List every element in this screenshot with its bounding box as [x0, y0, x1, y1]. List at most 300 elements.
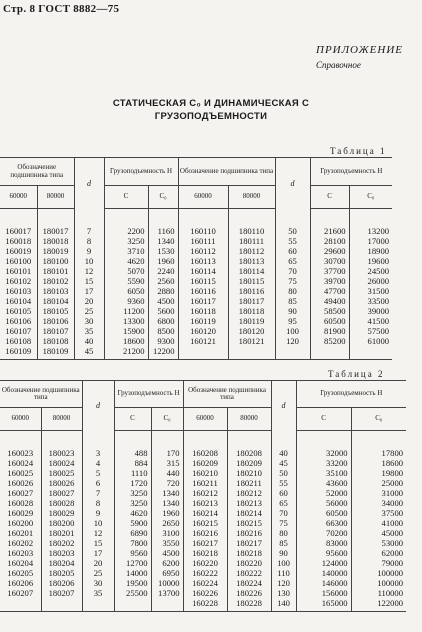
right-c60-cell: 160113 [178, 256, 228, 266]
left-C-cell: 9360 [104, 296, 148, 306]
padding-cell [227, 608, 271, 612]
left-C0-cell [151, 598, 183, 608]
right-c60-cell: 160224 [183, 578, 227, 588]
right-d-cell: 90 [271, 548, 296, 558]
table-row [0, 286, 392, 296]
right-C-cell: 156000 [296, 588, 351, 598]
left-c80-cell: 180019 [37, 246, 74, 256]
right-c80-cell: 180119 [228, 316, 275, 326]
spacer-cell [296, 431, 351, 449]
right-C0-cell: 37500 [351, 508, 406, 518]
left-c80-cell: 180104 [37, 296, 74, 306]
right-c80-cell: 180121 [228, 336, 275, 346]
left-c60-cell: 160105 [5, 306, 32, 316]
right-d-cell: 75 [271, 518, 296, 528]
left-C-cell: 6890 [114, 528, 151, 538]
right-C0-cell: 100000 [351, 568, 406, 578]
right-C-cell: 47700 [310, 286, 349, 296]
left-c80-cell: 180025 [41, 468, 82, 478]
padding-cell [151, 608, 183, 612]
right-C0-cell: 17800 [351, 448, 406, 458]
right-c60-cell: 160209 [183, 458, 227, 468]
right-c80-cell: 180117 [228, 296, 275, 306]
t1-h-60000-right: 60000 [178, 186, 228, 209]
right-C-cell: 49400 [310, 296, 349, 306]
table-row [0, 346, 392, 356]
left-d-cell: 12 [82, 528, 114, 538]
title-line-2: ГРУЗОПОДЪЕМНОСТИ [154, 111, 268, 122]
left-d-cell: 15 [82, 538, 114, 548]
right-d-cell: 85 [275, 296, 310, 306]
right-c60-cell: 160210 [183, 468, 227, 478]
left-c80-cell: 180024 [41, 458, 82, 468]
right-c60-cell: 160118 [178, 306, 228, 316]
left-d-cell: 8 [82, 498, 114, 508]
right-c80-cell: 180226 [227, 588, 271, 598]
right-C-cell: 124000 [296, 558, 351, 568]
right-c60-cell: 160216 [183, 528, 227, 538]
right-d-cell: 120 [275, 336, 310, 346]
t1-h-load-left: Грузоподъемность Н [104, 158, 178, 186]
right-C0-cell: 41000 [351, 518, 406, 528]
table-row [0, 548, 406, 558]
t2-h-C0-left: C₀ [151, 408, 183, 431]
left-C-cell: 3250 [114, 488, 151, 498]
padding-cell [104, 356, 148, 360]
left-d-cell: 45 [74, 346, 104, 356]
spacer-cell [148, 209, 178, 227]
title-line-1: СТАТИЧЕСКАЯ C₀ И ДИНАМИЧЕСКАЯ С [112, 98, 310, 109]
spacer-cell [178, 209, 228, 227]
right-c80-cell: 180213 [227, 498, 271, 508]
spacer-cell [74, 209, 104, 227]
right-c60-cell: 160120 [178, 326, 228, 336]
left-c60-cell: 160106 [5, 316, 32, 326]
right-d-cell: 75 [275, 276, 310, 286]
right-C0-cell: 110000 [351, 588, 406, 598]
t2-h-load-right: Грузоподъемность Н [296, 381, 406, 408]
right-c60-cell: 160213 [183, 498, 227, 508]
left-C0-cell: 5600 [148, 306, 178, 316]
padding-cell [114, 608, 151, 612]
right-d-cell: 80 [275, 286, 310, 296]
right-c80-cell: 180222 [227, 568, 271, 578]
right-d-cell: 100 [275, 326, 310, 336]
spacer-cell [0, 431, 41, 449]
right-C-cell: 52000 [296, 488, 351, 498]
left-C0-cell: 1530 [148, 246, 178, 256]
right-C0-cell: 19600 [349, 256, 392, 266]
right-C0-cell: 100000 [351, 578, 406, 588]
right-d-cell: 65 [271, 498, 296, 508]
t1-h-d-right: d [275, 158, 310, 209]
left-c80-cell: 180203 [41, 548, 82, 558]
left-C-cell [114, 598, 151, 608]
left-C0-cell: 12200 [148, 346, 178, 356]
table-row [0, 518, 406, 528]
right-c80-cell: 180220 [227, 558, 271, 568]
padding-cell [271, 608, 296, 612]
right-C0-cell: 19800 [351, 468, 406, 478]
table-row [0, 588, 406, 598]
right-c80-cell: 180209 [227, 458, 271, 468]
right-c60-cell: 160214 [183, 508, 227, 518]
right-C-cell: 56000 [296, 498, 351, 508]
left-c60-cell: 160029 [7, 508, 34, 518]
left-C0-cell: 1960 [151, 508, 183, 518]
t2-h-80000-left: 80000 [41, 408, 82, 431]
t2-h-C-left: С [114, 408, 151, 431]
table-row [0, 478, 406, 488]
left-c80-cell: 180108 [37, 336, 74, 346]
left-c80-cell: 180207 [41, 588, 82, 598]
right-c80-cell: 180113 [228, 256, 275, 266]
left-c60-cell: 160023 [7, 448, 34, 458]
left-C-cell: 11200 [104, 306, 148, 316]
padding-cell [82, 608, 114, 612]
left-c80-cell: 180205 [41, 568, 82, 578]
left-C-cell: 19500 [114, 578, 151, 588]
left-C0-cell: 4500 [151, 548, 183, 558]
left-d-cell: 20 [74, 296, 104, 306]
right-d-cell: 100 [271, 558, 296, 568]
right-C0-cell: 34000 [351, 498, 406, 508]
table-row [0, 306, 392, 316]
table-row [0, 326, 392, 336]
padding-cell [183, 608, 227, 612]
right-C-cell: 37700 [310, 266, 349, 276]
right-C0-cell: 61000 [349, 336, 392, 346]
right-c60-cell: 160215 [183, 518, 227, 528]
left-c60-cell: 160104 [5, 296, 32, 306]
left-C-cell: 14000 [114, 568, 151, 578]
right-C0-cell: 31500 [349, 286, 392, 296]
right-c60-cell: 160217 [183, 538, 227, 548]
left-d-cell: 12 [74, 266, 104, 276]
right-C-cell: 30700 [310, 256, 349, 266]
left-c80-cell: 180018 [37, 236, 74, 246]
t1-h-load-right: Грузоподъемность Н [310, 158, 392, 186]
right-c60-cell: 160116 [178, 286, 228, 296]
right-c60-cell: 160110 [178, 226, 228, 236]
right-d-cell: 65 [275, 256, 310, 266]
right-C0-cell: 45000 [351, 528, 406, 538]
left-C0-cell: 8500 [148, 326, 178, 336]
left-c60-cell: 160026 [7, 478, 34, 488]
left-C-cell: 3250 [104, 236, 148, 246]
left-d-cell: 9 [82, 508, 114, 518]
right-C-cell: 29600 [310, 246, 349, 256]
t1-h-60000-left: 60000 [0, 186, 37, 209]
left-C0-cell: 6200 [151, 558, 183, 568]
table1-caption: Таблица 1 [330, 146, 387, 156]
left-c60-cell: 160024 [7, 458, 34, 468]
left-c60-cell: 160203 [7, 548, 34, 558]
right-C-cell: 83000 [296, 538, 351, 548]
left-c60-cell: 160018 [5, 236, 32, 246]
t2-h-60000-left: 60000 [0, 408, 41, 431]
right-c80-cell: 180224 [227, 578, 271, 588]
left-C0-cell: 720 [151, 478, 183, 488]
table-row [0, 458, 406, 468]
right-C-cell: 39700 [310, 276, 349, 286]
right-d-cell: 90 [275, 306, 310, 316]
left-C-cell: 4620 [104, 256, 148, 266]
left-C0-cell: 315 [151, 458, 183, 468]
left-d-cell: 5 [82, 468, 114, 478]
right-C-cell: 70200 [296, 528, 351, 538]
left-c60-cell: 160027 [7, 488, 34, 498]
left-C0-cell: 6800 [148, 316, 178, 326]
left-C-cell: 12700 [114, 558, 151, 568]
left-c60-cell: 160204 [7, 558, 34, 568]
left-c60-cell: 160200 [7, 518, 34, 528]
right-C-cell: 58500 [310, 306, 349, 316]
left-d-cell [82, 598, 114, 608]
right-c80-cell: 180212 [227, 488, 271, 498]
table-row [0, 498, 406, 508]
right-d-cell: 55 [271, 478, 296, 488]
left-d-cell: 35 [74, 326, 104, 336]
left-C0-cell: 170 [151, 448, 183, 458]
right-C0-cell: 57500 [349, 326, 392, 336]
left-c80-cell: 180206 [41, 578, 82, 588]
right-C0-cell: 39000 [349, 306, 392, 316]
right-C-cell: 146000 [296, 578, 351, 588]
left-c60-cell: 160108 [5, 336, 32, 346]
spacer-cell [0, 209, 37, 227]
right-c80-cell: 180217 [227, 538, 271, 548]
left-c60-cell: 160109 [5, 346, 32, 356]
right-c60-cell: 160115 [178, 276, 228, 286]
t2-h-designation-left: Обозначение подшипника типа [1, 385, 80, 401]
right-d-cell: 60 [275, 246, 310, 256]
left-C0-cell: 13700 [151, 588, 183, 598]
left-C-cell: 3710 [104, 246, 148, 256]
right-C0-cell: 41500 [349, 316, 392, 326]
padding-cell [74, 356, 104, 360]
table-row [0, 538, 406, 548]
right-C-cell: 28100 [310, 236, 349, 246]
right-c80-cell: 180111 [228, 236, 275, 246]
left-d-cell: 30 [74, 316, 104, 326]
left-C0-cell: 1340 [151, 498, 183, 508]
left-C-cell: 488 [114, 448, 151, 458]
table-row [0, 598, 406, 608]
table-row [0, 266, 392, 276]
left-c80-cell: 180102 [37, 276, 74, 286]
spacer-cell [183, 431, 227, 449]
table-row [0, 568, 406, 578]
left-d-cell: 20 [82, 558, 114, 568]
right-c80-cell: 180116 [228, 286, 275, 296]
t2-h-d-left: d [82, 381, 114, 431]
right-C-cell: 81900 [310, 326, 349, 336]
right-c80-cell: 180218 [227, 548, 271, 558]
right-c80-cell: 180211 [227, 478, 271, 488]
left-c60-cell: 160207 [7, 588, 34, 598]
right-d-cell: 85 [271, 538, 296, 548]
padding-cell [41, 608, 82, 612]
left-d-cell: 10 [82, 518, 114, 528]
left-c80-cell: 180106 [37, 316, 74, 326]
right-C0-cell: 62000 [351, 548, 406, 558]
left-d-cell: 17 [74, 286, 104, 296]
left-C-cell: 884 [114, 458, 151, 468]
right-d-cell: 130 [271, 588, 296, 598]
page-header: Стр. 8 ГОСТ 8882—75 [3, 3, 120, 15]
right-c60-cell: 160112 [178, 246, 228, 256]
left-d-cell: 6 [82, 478, 114, 488]
right-c60-cell: 160226 [183, 588, 227, 598]
right-C0-cell: 24500 [349, 266, 392, 276]
t2-h-60000-right: 60000 [183, 408, 227, 431]
left-c80-cell: 180017 [37, 226, 74, 236]
padding-cell [37, 356, 74, 360]
left-c60-cell: 160025 [7, 468, 34, 478]
t2-h-d-right: d [271, 381, 296, 431]
t1-h-C-left: С [104, 186, 148, 209]
spacer-cell [228, 209, 275, 227]
right-c60-cell: 160208 [183, 448, 227, 458]
appendix-label: ПРИЛОЖЕНИЕ [316, 44, 403, 56]
left-c60-cell: 160201 [7, 528, 34, 538]
right-c80-cell [228, 346, 275, 356]
right-c60-cell: 160220 [183, 558, 227, 568]
right-d-cell: 80 [271, 528, 296, 538]
right-C-cell: 165000 [296, 598, 351, 608]
right-d-cell: 60 [271, 488, 296, 498]
table-row [0, 296, 392, 306]
table-row [0, 528, 406, 538]
table-row [0, 508, 406, 518]
right-C-cell: 60500 [296, 508, 351, 518]
spacer-cell [82, 431, 114, 449]
left-c60-cell: 160103 [5, 286, 32, 296]
table-row [0, 226, 392, 236]
left-c80-cell: 180027 [41, 488, 82, 498]
spacer-cell [151, 431, 183, 449]
left-C0-cell: 2240 [148, 266, 178, 276]
right-c60-cell: 160218 [183, 548, 227, 558]
left-d-cell: 40 [74, 336, 104, 346]
spacer-cell [114, 431, 151, 449]
right-c60-cell: 160121 [178, 336, 228, 346]
right-C-cell: 85200 [310, 336, 349, 346]
right-C0-cell: 18900 [349, 246, 392, 256]
left-C0-cell: 6950 [151, 568, 183, 578]
left-c60-cell: 160101 [5, 266, 32, 276]
left-C0-cell: 2650 [151, 518, 183, 528]
padding-cell [148, 356, 178, 360]
right-d-cell: 110 [271, 568, 296, 578]
left-C-cell: 7800 [114, 538, 151, 548]
right-c60-cell: 160211 [183, 478, 227, 488]
right-C0-cell: 33500 [349, 296, 392, 306]
table-row [0, 578, 406, 588]
right-d-cell: 50 [275, 226, 310, 236]
left-d-cell: 3 [82, 448, 114, 458]
left-d-cell: 30 [82, 578, 114, 588]
right-c80-cell: 180110 [228, 226, 275, 236]
spacer-cell [351, 431, 406, 449]
left-d-cell: 7 [82, 488, 114, 498]
table-row [0, 488, 406, 498]
left-d-cell: 15 [74, 276, 104, 286]
padding-cell [0, 608, 41, 612]
table-row [0, 316, 392, 326]
left-c80-cell: 180107 [37, 326, 74, 336]
padding-cell [275, 356, 310, 360]
left-C-cell: 25500 [114, 588, 151, 598]
left-C-cell: 13300 [104, 316, 148, 326]
left-C-cell: 1110 [114, 468, 151, 478]
left-C0-cell: 9300 [148, 336, 178, 346]
spacer-cell [275, 209, 310, 227]
left-C0-cell: 10000 [151, 578, 183, 588]
t2-h-C-right: С [296, 408, 351, 431]
left-c60-cell: 160202 [7, 538, 34, 548]
left-d-cell: 4 [82, 458, 114, 468]
table-row [0, 236, 392, 246]
spacer-cell [37, 209, 74, 227]
right-c60-cell: 160222 [183, 568, 227, 578]
right-c60-cell [178, 346, 228, 356]
left-c60-cell: 160028 [7, 498, 34, 508]
spacer-cell [310, 209, 349, 227]
left-d-cell: 9 [74, 246, 104, 256]
t2-h-load-left: Грузоподъемность Н [114, 381, 183, 408]
padding-cell [351, 608, 406, 612]
left-c80-cell: 180204 [41, 558, 82, 568]
table2-caption: Таблица 2 [328, 369, 385, 379]
right-d-cell: 70 [271, 508, 296, 518]
right-C0-cell: 31000 [351, 488, 406, 498]
left-C-cell: 4620 [114, 508, 151, 518]
right-C-cell: 140000 [296, 568, 351, 578]
left-c80-cell: 180109 [37, 346, 74, 356]
left-C-cell: 1720 [114, 478, 151, 488]
left-c80-cell: 180201 [41, 528, 82, 538]
right-d-cell: 40 [271, 448, 296, 458]
table-row [0, 468, 406, 478]
padding-cell [0, 356, 37, 360]
right-c60-cell: 160111 [178, 236, 228, 246]
left-C-cell: 2200 [104, 226, 148, 236]
left-c60-cell: 160102 [5, 276, 32, 286]
left-c60-cell: 160019 [5, 246, 32, 256]
left-d-cell: 17 [82, 548, 114, 558]
right-C-cell: 60500 [310, 316, 349, 326]
right-C0-cell [349, 346, 392, 356]
left-d-cell: 7 [74, 226, 104, 236]
left-c60-cell: 160205 [7, 568, 34, 578]
right-c80-cell: 180214 [227, 508, 271, 518]
t1-h-C0-left: C₀ [148, 186, 178, 209]
t1-h-designation-left: Обозначение подшипника типа [10, 163, 64, 179]
right-C-cell: 95600 [296, 548, 351, 558]
right-c80-cell: 180115 [228, 276, 275, 286]
right-c80-cell: 180228 [227, 598, 271, 608]
left-c80-cell: 180100 [37, 256, 74, 266]
right-c80-cell: 180118 [228, 306, 275, 316]
t1-h-80000-right: 80000 [228, 186, 275, 209]
t1-h-80000-left: 80000 [37, 186, 74, 209]
left-C-cell: 5590 [104, 276, 148, 286]
right-c80-cell: 180112 [228, 246, 275, 256]
right-c60-cell: 160228 [183, 598, 227, 608]
right-C0-cell: 26000 [349, 276, 392, 286]
